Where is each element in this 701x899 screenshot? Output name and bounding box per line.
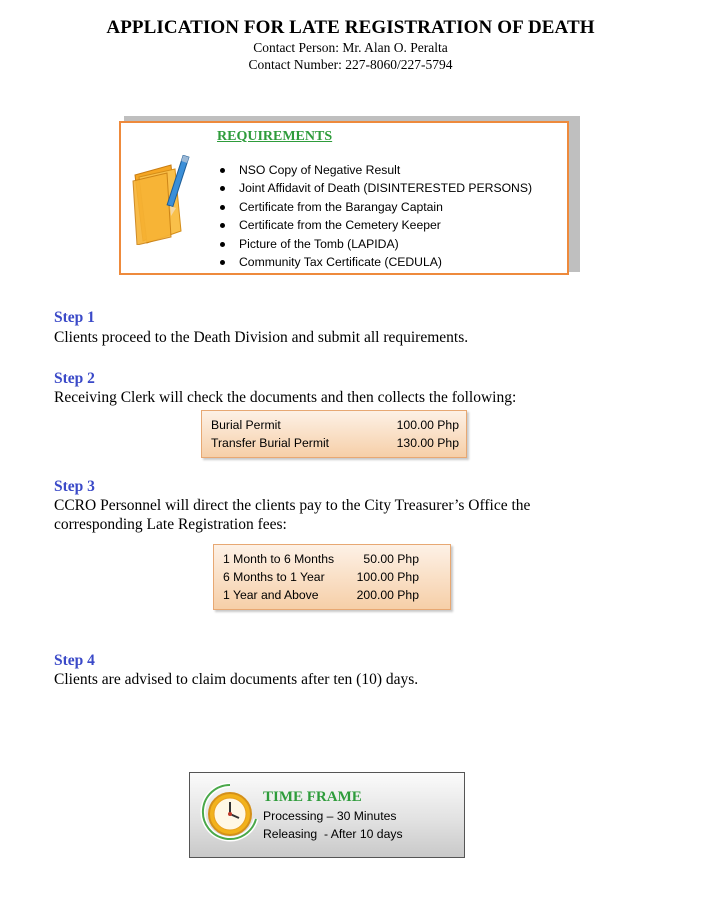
step-4-text: Clients are advised to claim documents after ten (10) days. bbox=[54, 671, 419, 688]
page-title: APPLICATION FOR LATE REGISTRATION OF DEATH bbox=[106, 17, 595, 38]
fee-name: 1 Month to 6 Months bbox=[223, 552, 335, 566]
time-frame-title: TIME FRAME bbox=[263, 789, 362, 805]
list-item: Certificate from the Cemetery Keeper bbox=[219, 216, 532, 234]
fee-name: Burial Permit bbox=[211, 418, 281, 432]
step-1-text: Clients proceed to the Death Division and submit all requirements. bbox=[54, 329, 469, 346]
fee-row bbox=[223, 586, 419, 604]
late-fee-table bbox=[213, 544, 451, 610]
contact-person: Contact Person: Mr. Alan O. Peralta bbox=[253, 40, 448, 55]
processing-time: Processing – 30 Minutes bbox=[263, 809, 397, 823]
step-2-text: Receiving Clerk will check the documents and then collects the following: bbox=[54, 389, 517, 406]
fee-amount: 100.00 Php bbox=[396, 418, 459, 432]
list-item: Joint Affidavit of Death (DISINTERESTED PERSONS) bbox=[219, 179, 532, 197]
fee-amount: 200.00 Php bbox=[356, 588, 419, 602]
list-item: NSO Copy of Negative Result bbox=[219, 161, 532, 179]
burial-fee-table bbox=[201, 410, 467, 458]
time-frame-box bbox=[189, 772, 465, 858]
folder-pencil-icon bbox=[131, 155, 197, 250]
fee-amount: 100.00 Php bbox=[356, 570, 419, 584]
fee-row bbox=[223, 550, 419, 568]
clock-icon bbox=[200, 781, 260, 852]
step-1-heading: Step 1 bbox=[54, 309, 95, 326]
list-item: Certificate from the Barangay Captain bbox=[219, 198, 532, 216]
list-item: Picture of the Tomb (LAPIDA) bbox=[219, 235, 532, 253]
requirements-title: REQUIREMENTS bbox=[217, 129, 333, 144]
fee-amount: 50.00 Php bbox=[363, 552, 419, 566]
step-2-heading: Step 2 bbox=[54, 370, 95, 387]
requirements-list bbox=[219, 161, 532, 271]
fee-row bbox=[223, 568, 419, 586]
fee-row bbox=[211, 416, 459, 434]
fee-name: Transfer Burial Permit bbox=[211, 436, 330, 450]
fee-amount: 130.00 Php bbox=[396, 436, 459, 450]
step-4-heading: Step 4 bbox=[54, 652, 95, 669]
contact-number: Contact Number: 227-8060/227-5794 bbox=[248, 57, 453, 72]
releasing-time: Releasing - After 10 days bbox=[263, 827, 403, 841]
fee-name: 6 Months to 1 Year bbox=[223, 570, 325, 584]
requirements-box bbox=[119, 121, 569, 275]
step-3-heading: Step 3 bbox=[54, 478, 95, 495]
list-item: Community Tax Certificate (CEDULA) bbox=[219, 253, 532, 271]
fee-row bbox=[211, 434, 459, 452]
fee-name: 1 Year and Above bbox=[223, 588, 319, 602]
step-3-text: CCRO Personnel will direct the clients pay to the City Treasurer’s Office the corresponding Late Registration fees: bbox=[54, 497, 531, 533]
